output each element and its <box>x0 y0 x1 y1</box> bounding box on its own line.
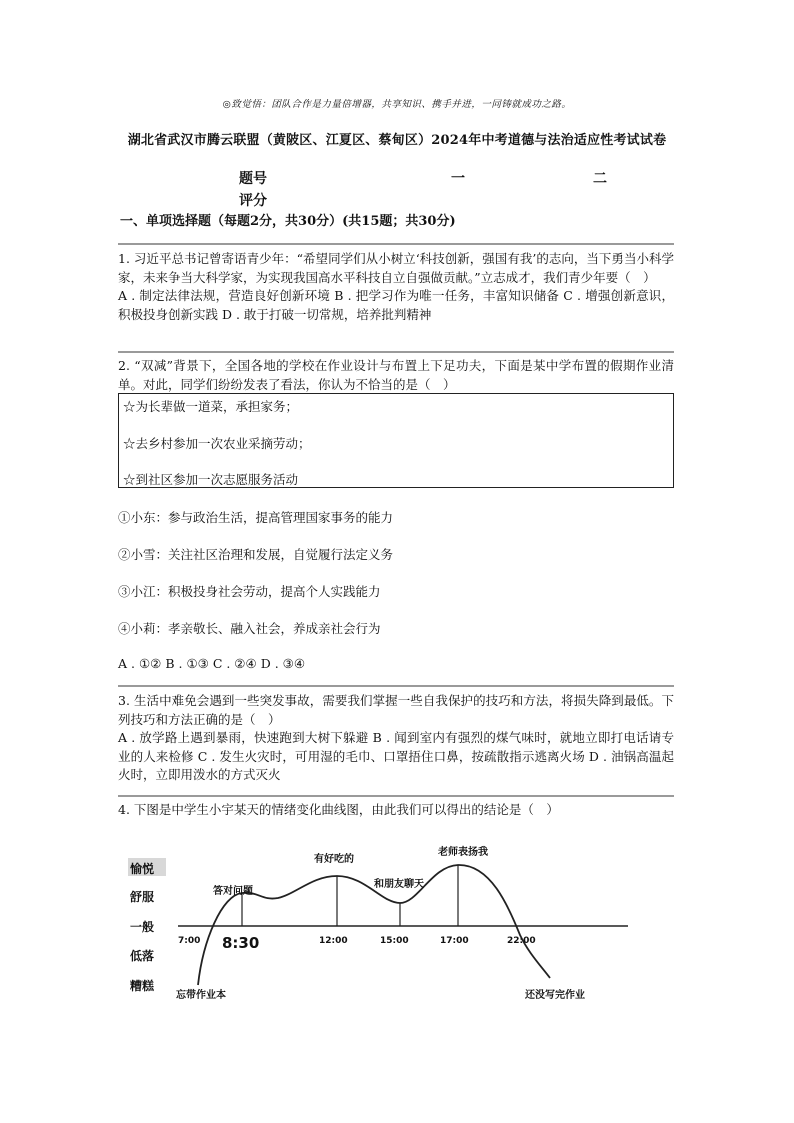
event-label: 有好吃的 <box>314 854 354 865</box>
time-tick-label: 15:00 <box>380 936 409 946</box>
time-tick-label: 8:30 <box>222 934 260 952</box>
y-level-label: 舒服 <box>130 890 155 904</box>
section-heading: 一、单项选择题（每题2分，共30分）(共15题；共30分) <box>120 214 456 229</box>
motto-line: ◎致觉悟：团队合作是力量倍增器，共享知识、携手并进，一同铸就成功之路。 <box>222 99 572 110</box>
event-label: 忘带作业本 <box>176 990 226 1001</box>
score-table-score-label: 评分 <box>239 193 267 209</box>
question-1-stem: 1. 习近平总书记曾寄语青少年：“希望同学们从小树立‘科技创新，强国有我’的志向，当下勇当小科学家，未来争当大科学家，为实现我国高水平科技自立自强做贡献。”立志成才，我们青少年要（ ） <box>118 251 674 285</box>
event-label: 还没写完作业 <box>525 990 585 1001</box>
question-3-options: A . 放学路上遇到暴雨，快速跑到大树下躲避 B . 闻到室内有强烈的煤气味时，就地立即打电话请专业的人来检修 C . 发生火灾时，可用湿的毛巾、口罩捂住口鼻，按疏散指示逃离火场 D . 油锅高温起火时，立即用泼水的方式灭火 <box>118 730 674 782</box>
question-3-stem: 3. 生活中难免会遇到一些突发事故，需要我们掌握一些自我保护的技巧和方法，将损失降到最低。下列技巧和方法正确的是（ ） <box>118 693 674 727</box>
event-label: 答对问题 <box>213 886 253 897</box>
y-level-label: 糟糕 <box>130 979 155 993</box>
score-table-col-2: 二 <box>593 171 607 187</box>
y-level-label: 愉悦 <box>130 862 155 876</box>
event-label: 老师表扬我 <box>438 847 488 858</box>
y-level-label: 低落 <box>130 949 155 963</box>
opinion-2: ②小雪：关注社区治理和发展，自觉履行法定义务 <box>118 547 394 562</box>
opinion-3: ③小江：积极投身社会劳动，提高个人实践能力 <box>118 584 381 599</box>
homework-item: ☆到社区参加一次志愿服务活动 <box>123 472 299 487</box>
score-table-col-1: 一 <box>451 171 465 187</box>
time-tick-label: 12:00 <box>319 936 348 946</box>
question-1-options: A . 制定法律法规，营造良好创新环境 B . 把学习作为唯一任务，丰富知识储备 C . 增强创新意识，积极投身创新实践 D . 敢于打破一切常规，培养批判精神 <box>118 288 674 322</box>
opinion-4: ④小莉：孝亲敬长、融入社会，养成亲社会行为 <box>118 621 381 636</box>
opinion-1: ①小东：参与政治生活，提高管理国家事务的能力 <box>118 510 394 525</box>
question-2-stem: 2. “双减”背景下，全国各地的学校在作业设计与布置上下足功夫，下面是某中学布置的假期作业清单。对此，同学们纷纷发表了看法，你认为不恰当的是（ ） <box>118 358 674 392</box>
exam-title: 湖北省武汉市腾云联盟（黄陂区、江夏区、蔡甸区）2024年中考道德与法治适应性考试试卷 <box>127 133 667 148</box>
homework-item: ☆为长辈做一道菜，承担家务； <box>123 399 299 414</box>
event-label: 和朋友聊天 <box>374 879 424 890</box>
score-table-row-label: 题号 <box>239 171 267 187</box>
time-tick-label: 7:00 <box>178 936 201 946</box>
time-tick-label: 22:00 <box>507 936 536 946</box>
time-tick-label: 17:00 <box>440 936 469 946</box>
question-4-stem: 4. 下图是中学生小宇某天的情绪变化曲线图，由此我们可以得出的结论是（ ） <box>118 802 559 817</box>
homework-item: ☆去乡村参加一次农业采摘劳动； <box>123 436 311 451</box>
question-2-options: A . ①② B . ①③ C . ②④ D . ③④ <box>118 656 306 671</box>
y-level-label: 一般 <box>130 920 155 934</box>
